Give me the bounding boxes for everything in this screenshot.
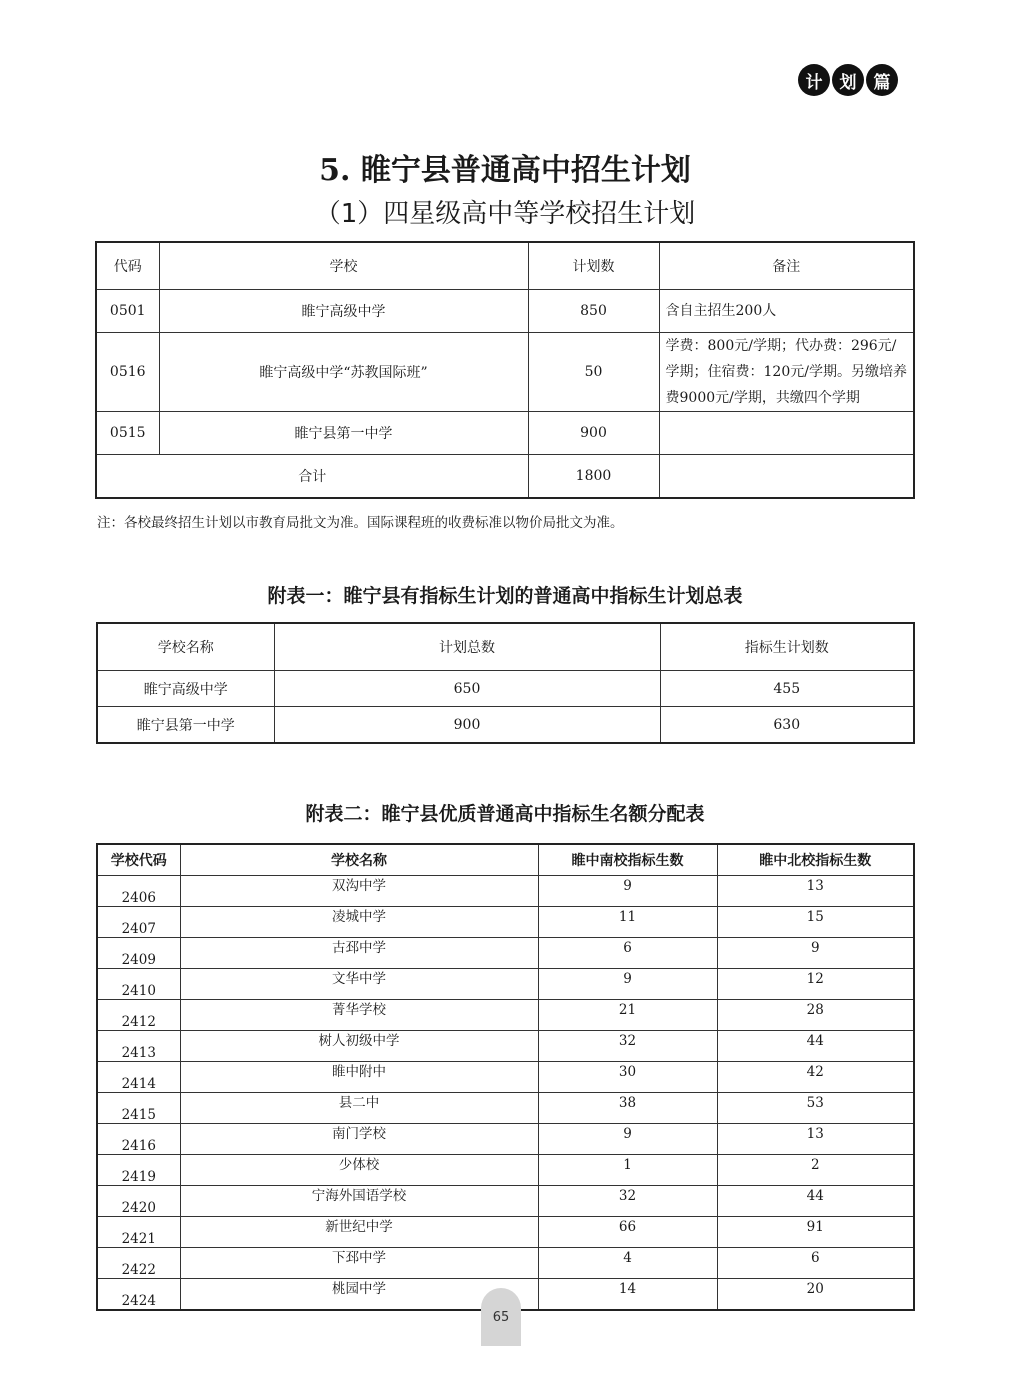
footnote: 注：各校最终招生计划以市教育局批文为准。国际课程班的收费标准以物价局批文为准。 [97,515,624,531]
section-badge [798,64,898,96]
table-row [97,1124,914,1155]
quota-cell: 630 [660,707,914,744]
header-cell: 代码 [96,242,159,290]
header-cell: 睢中南校指标生数 [538,844,717,876]
table-row [97,1155,914,1186]
plan-cell: 850 [528,290,659,333]
header-cell: 计划数 [528,242,659,290]
header-cell: 计划总数 [274,623,660,671]
appendix2-body [97,876,914,1311]
south-quota-cell: 32 [538,1186,717,1217]
table-row [97,1248,914,1279]
badge-char: 计 [798,64,830,96]
south-quota-cell: 66 [538,1217,717,1248]
south-quota-cell: 21 [538,1000,717,1031]
code-cell: 2420 [97,1186,180,1217]
school-cell: 睢宁县第一中学 [159,412,528,455]
code-cell: 0515 [96,412,159,455]
appendix2-title: 附表二：睢宁县优质普通高中指标生名额分配表 [305,803,705,825]
note-cell: 学费：800元/学期；代办费：296元/学期；住宿费：120元/学期。另缴培养费9000元/学期，共缴四个学期 [659,333,914,412]
school-cell: 新世纪中学 [180,1217,538,1248]
north-quota-cell: 42 [717,1062,914,1093]
badge-char: 篇 [866,64,898,96]
table-row [96,412,914,455]
appendix2-table [96,843,915,1311]
header-cell: 备注 [659,242,914,290]
school-cell: 凌城中学 [180,907,538,938]
code-cell: 0516 [96,333,159,412]
school-cell: 县二中 [180,1093,538,1124]
table-row [97,1217,914,1248]
code-cell: 2410 [97,969,180,1000]
school-cell: 睢宁高级中学 [159,290,528,333]
table-row [96,333,914,412]
north-quota-cell: 28 [717,1000,914,1031]
north-quota-cell: 13 [717,1124,914,1155]
code-cell: 2424 [97,1279,180,1311]
south-quota-cell: 14 [538,1279,717,1311]
school-cell: 桃园中学 [180,1279,538,1311]
table-row [97,876,914,907]
school-cell: 睢宁县第一中学 [97,707,274,744]
north-quota-cell: 91 [717,1217,914,1248]
table-row [96,290,914,333]
code-cell: 2413 [97,1031,180,1062]
table-row [97,1186,914,1217]
total-cell: 900 [274,707,660,744]
code-cell: 2412 [97,1000,180,1031]
south-quota-cell: 9 [538,969,717,1000]
north-quota-cell: 13 [717,876,914,907]
table-header-row [97,844,914,876]
table-row [97,1093,914,1124]
south-quota-cell: 9 [538,876,717,907]
school-cell: 睢宁高级中学 [97,671,274,707]
south-quota-cell: 6 [538,938,717,969]
north-quota-cell: 53 [717,1093,914,1124]
total-row [96,455,914,499]
south-quota-cell: 32 [538,1031,717,1062]
north-quota-cell: 6 [717,1248,914,1279]
table-row [97,1000,914,1031]
appendix1-table [96,622,915,744]
north-quota-cell: 20 [717,1279,914,1311]
table-row [97,1062,914,1093]
total-value: 1800 [528,455,659,499]
code-cell: 2406 [97,876,180,907]
code-cell: 2419 [97,1155,180,1186]
code-cell: 2422 [97,1248,180,1279]
header-cell: 学校 [159,242,528,290]
header-cell: 指标生计划数 [660,623,914,671]
school-cell: 南门学校 [180,1124,538,1155]
north-quota-cell: 44 [717,1031,914,1062]
table-row [97,1031,914,1062]
code-cell: 2414 [97,1062,180,1093]
table-header-row [97,623,914,671]
total-label: 合计 [96,455,528,499]
note-cell [659,455,914,499]
school-cell: 古邳中学 [180,938,538,969]
enrollment-plan-table [95,241,915,499]
school-cell: 菁华学校 [180,1000,538,1031]
header-cell: 学校名称 [97,623,274,671]
table-row [97,938,914,969]
page-subtitle: （1）四星级高中等学校招生计划 [314,199,696,229]
total-cell: 650 [274,671,660,707]
header-cell: 学校代码 [97,844,180,876]
school-cell: 下邳中学 [180,1248,538,1279]
south-quota-cell: 30 [538,1062,717,1093]
school-cell: 双沟中学 [180,876,538,907]
school-cell: 宁海外国语学校 [180,1186,538,1217]
table-header-row [96,242,914,290]
north-quota-cell: 2 [717,1155,914,1186]
north-quota-cell: 44 [717,1186,914,1217]
code-cell: 2409 [97,938,180,969]
table-row [97,907,914,938]
code-cell: 0501 [96,290,159,333]
south-quota-cell: 4 [538,1248,717,1279]
plan-cell: 900 [528,412,659,455]
south-quota-cell: 1 [538,1155,717,1186]
table-row [97,707,914,744]
north-quota-cell: 12 [717,969,914,1000]
north-quota-cell: 9 [717,938,914,969]
school-cell: 睢宁高级中学“苏教国际班” [159,333,528,412]
table-row [97,969,914,1000]
school-cell: 文华中学 [180,969,538,1000]
table-row [97,671,914,707]
page-number: 65 [481,1288,521,1346]
note-cell: 含自主招生200人 [659,290,914,333]
south-quota-cell: 38 [538,1093,717,1124]
code-cell: 2415 [97,1093,180,1124]
note-cell [659,412,914,455]
header-cell: 睢中北校指标生数 [717,844,914,876]
south-quota-cell: 9 [538,1124,717,1155]
code-cell: 2421 [97,1217,180,1248]
code-cell: 2416 [97,1124,180,1155]
header-cell: 学校名称 [180,844,538,876]
badge-char: 划 [832,64,864,96]
south-quota-cell: 11 [538,907,717,938]
school-cell: 树人初级中学 [180,1031,538,1062]
appendix1-title: 附表一：睢宁县有指标生计划的普通高中指标生计划总表 [267,585,743,607]
plan-cell: 50 [528,333,659,412]
school-cell: 少体校 [180,1155,538,1186]
code-cell: 2407 [97,907,180,938]
page-title: 5. 睢宁县普通高中招生计划 [319,153,691,188]
north-quota-cell: 15 [717,907,914,938]
quota-cell: 455 [660,671,914,707]
school-cell: 睢中附中 [180,1062,538,1093]
